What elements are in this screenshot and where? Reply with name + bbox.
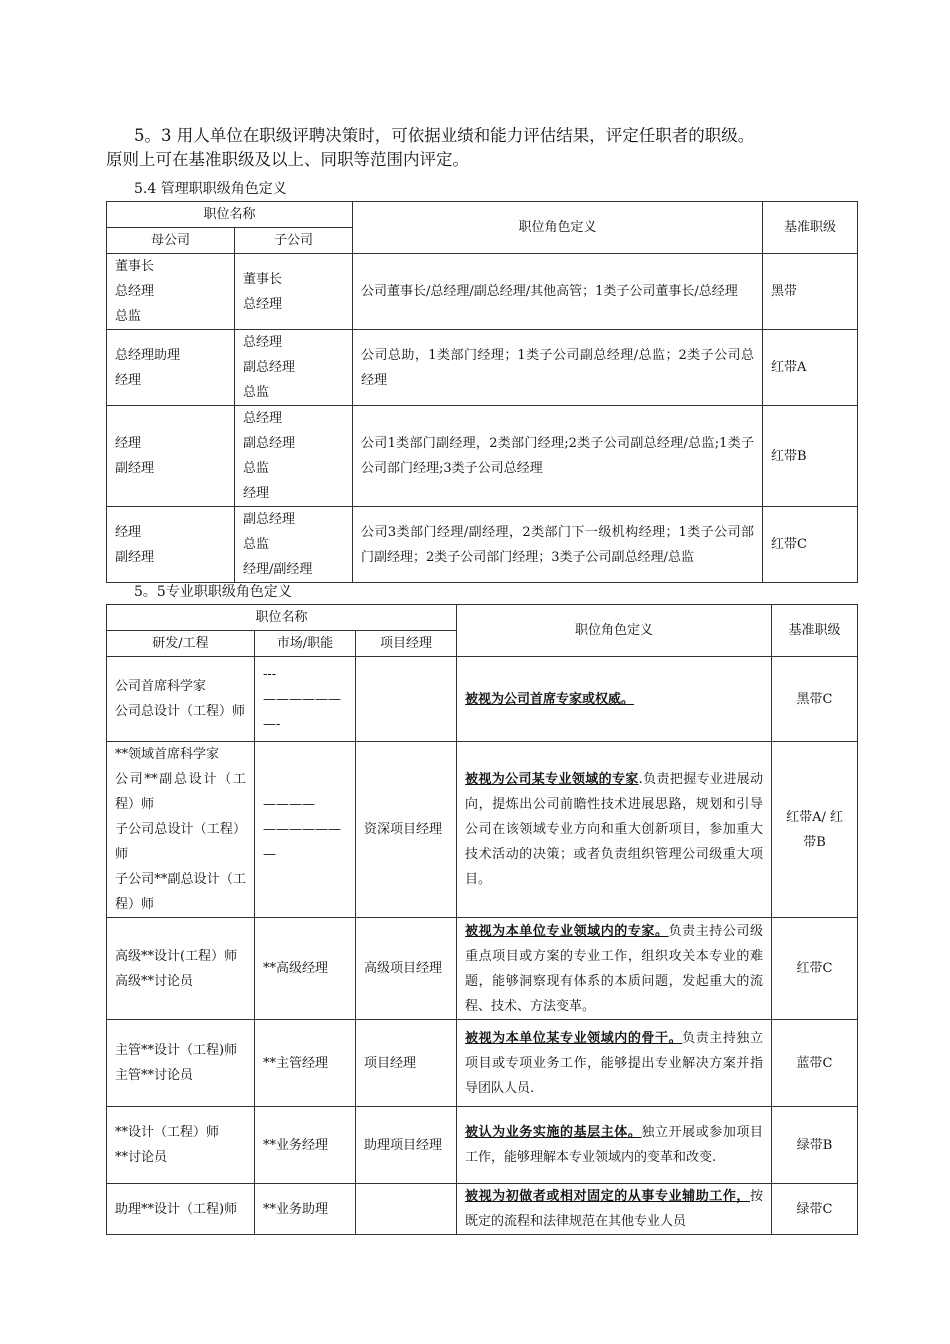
- header-definition: 职位角色定义: [457, 605, 772, 657]
- table-row: [107, 918, 858, 1020]
- parent-company-titles-line: 董事长: [115, 259, 155, 274]
- sub-company-titles-line: 经理: [243, 486, 270, 501]
- parent-company-titles: [107, 406, 235, 507]
- market-titles-line: ---: [263, 666, 277, 682]
- rnd-titles-line: 子公司**副总设计（工程）师: [115, 872, 246, 912]
- sub-company-titles-line: 总经理: [243, 335, 283, 350]
- parent-company-titles-line: 经理: [115, 436, 142, 451]
- table-row: [107, 1020, 858, 1107]
- base-level: 蓝带C: [772, 1020, 858, 1107]
- parent-company-titles-line: 总监: [115, 309, 142, 324]
- rnd-titles-line: 公司首席科学家: [115, 679, 207, 694]
- rnd-titles: [107, 742, 255, 918]
- parent-company-titles-line: 经理: [115, 524, 142, 540]
- header-level: 基准职级: [772, 605, 858, 657]
- parent-company-titles: [107, 254, 235, 330]
- role-definition: [457, 1107, 772, 1184]
- role-definition-key: 被视为初做者或相对固定的从事专业辅助工作，: [465, 1189, 750, 1204]
- parent-company-titles-line: 总经理助理: [115, 347, 181, 363]
- role-definition-key: 被视为公司首席专家或权威。: [465, 691, 635, 707]
- role-definition-key: 被视为本单位某专业领域内的骨干。: [465, 1030, 683, 1046]
- professional-level-table: [106, 604, 858, 1235]
- role-definition: [457, 657, 772, 742]
- table-row: [107, 330, 858, 406]
- role-definition: [457, 1020, 772, 1107]
- header-definition: 职位角色定义: [353, 202, 763, 254]
- base-level: 绿带C: [772, 1184, 858, 1235]
- sub-company-titles: [235, 254, 353, 330]
- rnd-titles-line: 主管**讨论员: [115, 1068, 194, 1083]
- sub-company-titles-line: 副总经理: [243, 512, 296, 527]
- rnd-titles: [107, 918, 255, 1020]
- market-titles-line: ——————: [263, 691, 341, 707]
- sub-company-titles-line: 总监: [243, 385, 270, 400]
- project-manager-title: 资深项目经理: [356, 742, 457, 918]
- intro-line-1: 5。3 用人单位在职级评聘决策时，可依据业绩和能力评估结果，评定任职者的职级。: [134, 126, 755, 145]
- role-definition-detail: 负责主持公司级重点项目或方案的专业工作，组织攻关本专业的难题，能够洞察现有体系的本质问题，发起重大的流程、技术、方法变革。: [465, 923, 764, 1014]
- table-row: [107, 657, 858, 742]
- sub-company-titles-line: 总监: [243, 461, 270, 476]
- parent-company-titles-line: 经理: [115, 372, 142, 388]
- role-definition-detail: .负责把握专业进展动向，提炼出公司前瞻性技术进展思路，规划和引导公司在该领域专业方向和重大创新项目，参加重大技术活动的决策；或者负责组织管理公司级重大项目。: [465, 772, 764, 887]
- header-sub: 子公司: [235, 228, 353, 254]
- market-titles-line: **主管经理: [263, 1055, 329, 1071]
- header-rnd: 研发/工程: [107, 631, 255, 657]
- sub-company-titles-line: 副总经理: [243, 436, 296, 451]
- role-definition-key: 被认为业务实施的基层主体。: [465, 1125, 642, 1140]
- rnd-titles: [107, 1020, 255, 1107]
- base-level: 黑带: [763, 254, 858, 330]
- table-row: [107, 742, 858, 918]
- base-level: 红带C: [772, 918, 858, 1020]
- sub-company-titles-line: 总监: [243, 537, 270, 552]
- role-definition-key: 被视为本单位专业领域内的专家。: [465, 923, 669, 939]
- market-titles: [255, 1020, 356, 1107]
- role-definition: 公司总助，1类部门经理；1类子公司副总经理/总监；2类子公司总经理: [353, 330, 763, 406]
- market-titles-line: ————: [263, 797, 315, 812]
- table-row: [107, 1107, 858, 1184]
- rnd-titles-line: 主管**设计（工程)师: [115, 1043, 238, 1058]
- intro-paragraph: [106, 124, 866, 172]
- parent-company-titles: [107, 330, 235, 406]
- parent-company-titles-line: 总经理: [115, 284, 155, 299]
- market-titles-line: —-: [263, 716, 281, 732]
- rnd-titles-line: 高级**设计(工程）师: [115, 948, 238, 964]
- market-titles-line: ——————: [263, 822, 341, 837]
- sub-company-titles-line: 总经理: [243, 296, 283, 312]
- market-titles: [255, 742, 356, 918]
- project-manager-title: [356, 657, 457, 742]
- role-definition-key: 被视为公司某专业领域的专家: [465, 772, 639, 787]
- rnd-titles-line: **讨论员: [115, 1150, 168, 1165]
- rnd-titles-line: 助理**设计（工程)师: [115, 1201, 238, 1217]
- header-position-name: 职位名称: [107, 605, 457, 631]
- role-definition: 公司1类部门副经理，2类部门经理;2类子公司副总经理/总监;1类子公司部门经理;3类子公司总经理: [353, 406, 763, 507]
- management-level-table: [106, 201, 858, 583]
- sub-company-titles-line: 经理/副经理: [243, 562, 313, 577]
- market-titles: [255, 1107, 356, 1184]
- rnd-titles-line: **设计（工程）师: [115, 1125, 220, 1140]
- table-row: [107, 1184, 858, 1235]
- rnd-titles-line: 子公司总设计（工程）师: [115, 822, 246, 862]
- role-definition: 公司董事长/总经理/副总经理/其他高管；1类子公司董事长/总经理: [353, 254, 763, 330]
- parent-company-titles-line: 副经理: [115, 549, 155, 565]
- parent-company-titles-line: 副经理: [115, 461, 155, 476]
- project-manager-title: 助理项目经理: [356, 1107, 457, 1184]
- rnd-titles: [107, 657, 255, 742]
- parent-company-titles: [107, 507, 235, 583]
- sub-company-titles-line: 董事长: [243, 271, 283, 287]
- intro-line-2: 原则上可在基准职级及以上、同职等范围内评定。: [106, 150, 469, 169]
- market-titles: [255, 657, 356, 742]
- header-position-name: 职位名称: [107, 202, 353, 228]
- rnd-titles-line: 公司**副总设计（工程）师: [115, 772, 246, 812]
- base-level: 黑带C: [772, 657, 858, 742]
- role-definition: 公司3类部门经理/副经理，2类部门下一级机构经理；1类子公司部门副经理；2类子公司部门经理；3类子公司副总经理/总监: [353, 507, 763, 583]
- base-level: 红带B: [763, 406, 858, 507]
- role-definition: [457, 918, 772, 1020]
- table-row: [107, 406, 858, 507]
- section-title-professional: 5。5专业职职级角色定义: [134, 584, 292, 600]
- market-titles-line: **业务助理: [263, 1201, 329, 1217]
- sub-company-titles: [235, 330, 353, 406]
- sub-company-titles: [235, 507, 353, 583]
- rnd-titles: [107, 1184, 255, 1235]
- role-definition: [457, 742, 772, 918]
- sub-company-titles-line: 副总经理: [243, 360, 296, 375]
- header-market: 市场/职能: [255, 631, 356, 657]
- sub-company-titles: [235, 406, 353, 507]
- header-pm: 项目经理: [356, 631, 457, 657]
- role-definition-detail: 按既定的流程和法律规范在其他专业人员: [465, 1189, 764, 1229]
- role-definition-detail: 负责主持独立项目或专项业务工作，能够提出专业解决方案并指导团队人员.: [465, 1030, 764, 1096]
- sub-company-titles-line: 总经理: [243, 411, 283, 426]
- project-manager-title: 项目经理: [356, 1020, 457, 1107]
- market-titles-line: —: [263, 847, 276, 862]
- market-titles: [255, 918, 356, 1020]
- project-manager-title: 高级项目经理: [356, 918, 457, 1020]
- base-level: 绿带B: [772, 1107, 858, 1184]
- table-row: [107, 507, 858, 583]
- base-level: 红带A: [763, 330, 858, 406]
- base-level: 红带C: [763, 507, 858, 583]
- market-titles-line: **高级经理: [263, 961, 329, 976]
- table-row: [107, 254, 858, 330]
- rnd-titles-line: **领域首席科学家: [115, 747, 220, 762]
- project-manager-title: [356, 1184, 457, 1235]
- market-titles-line: **业务经理: [263, 1137, 329, 1153]
- header-parent: 母公司: [107, 228, 235, 254]
- header-level: 基准职级: [763, 202, 858, 254]
- rnd-titles-line: 高级**讨论员: [115, 973, 194, 989]
- base-level: 红带A/ 红带B: [772, 742, 858, 918]
- market-titles: [255, 1184, 356, 1235]
- role-definition: [457, 1184, 772, 1235]
- section-title-management: 5.4 管理职职级角色定义: [134, 181, 287, 197]
- rnd-titles-line: 公司总设计（工程）师: [115, 704, 246, 719]
- rnd-titles: [107, 1107, 255, 1184]
- role-definition-detail: 独立开展或参加项目工作，能够理解本专业领域内的变革和改变.: [465, 1125, 763, 1165]
